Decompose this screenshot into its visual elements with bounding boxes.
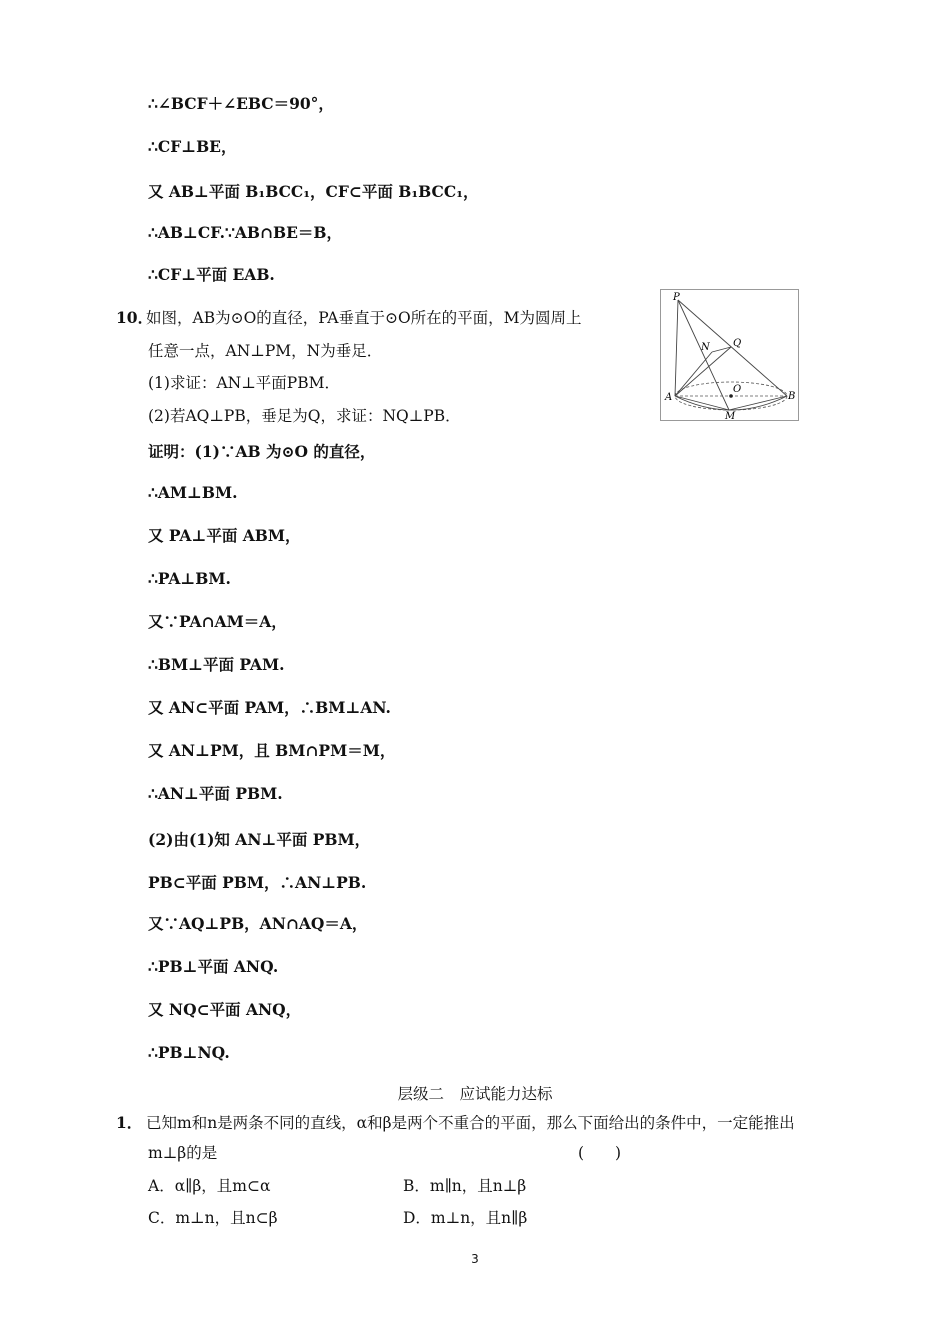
proof-line: ∴AN⊥平面 PBM.	[148, 784, 283, 803]
proof-line: 又 AN⊥PM，且 BM∩PM＝M，	[148, 741, 396, 760]
label-Q: Q	[733, 338, 742, 349]
proof-line: ∴AM⊥BM.	[148, 483, 238, 502]
proof-line: ∴PB⊥NQ.	[148, 1043, 230, 1062]
label-A: A	[665, 392, 673, 403]
line-AN	[675, 352, 712, 396]
proof-line: 又∵AQ⊥PB，AN∩AQ＝A，	[148, 914, 368, 933]
option-a: A．α∥β，且m⊂α	[148, 1177, 271, 1195]
proof-line: ∴PA⊥BM.	[148, 569, 231, 588]
question-number: 1．	[116, 1113, 143, 1132]
proof-line: ∴CF⊥平面 EAB.	[148, 265, 275, 284]
problem-part-2: (2)若AQ⊥PB，垂足为Q，求证：NQ⊥PB．	[148, 407, 461, 425]
proof-line: ∴AB⊥CF.∵AB∩BE＝B，	[148, 223, 343, 242]
proof-line: ∴BM⊥平面 PAM.	[148, 655, 285, 674]
proof-line: 又 PA⊥平面 ABM，	[148, 526, 301, 545]
problem-text: 任意一点，AN⊥PM，N为垂足．	[148, 342, 383, 360]
label-B: B	[788, 391, 796, 402]
proof-line: 又 AB⊥平面 B₁BCC₁，CF⊂平面 B₁BCC₁，	[148, 182, 479, 201]
option-b: B．m∥n，且n⊥β	[403, 1177, 527, 1195]
answer-bracket: ( )	[578, 1144, 622, 1162]
proof-line: (2)由(1)知 AN⊥平面 PBM，	[148, 830, 371, 849]
label-M: M	[725, 411, 736, 420]
proof-line: 又 NQ⊂平面 ANQ，	[148, 1000, 302, 1019]
option-c: C．m⊥n，且n⊂β	[148, 1209, 278, 1227]
proof-line: 又∵PA∩AM＝A，	[148, 612, 287, 631]
proof-line: PB⊂平面 PBM，∴AN⊥PB.	[148, 873, 367, 892]
cone-diagram	[661, 290, 798, 420]
label-P: P	[673, 292, 680, 303]
line-AM	[675, 396, 729, 410]
base-circle-front	[675, 396, 787, 410]
geometry-figure	[660, 289, 799, 421]
section-title: 层级二 应试能力达标	[397, 1085, 553, 1103]
proof-line: ∴CF⊥BE，	[148, 137, 237, 156]
option-d: D．m⊥n，且n∥β	[403, 1209, 528, 1227]
proof-line: ∴PB⊥平面 ANQ.	[148, 957, 279, 976]
proof-line: 证明：(1)∵AB 为⊙O 的直径，	[148, 442, 376, 461]
question-text: 已知m和n是两条不同的直线，α和β是两个不重合的平面，那么下面给出的条件中，一定能推出	[146, 1114, 795, 1132]
question-text: m⊥β的是	[148, 1144, 218, 1162]
page-number: 3	[471, 1252, 479, 1266]
line-PA	[675, 300, 678, 396]
proof-line: ∴∠BCF＋∠EBC＝90°，	[148, 94, 334, 113]
label-O: O	[733, 384, 742, 395]
problem-number: 10．	[116, 308, 154, 327]
label-N: N	[701, 342, 710, 353]
proof-line: 又 AN⊂平面 PAM，∴BM⊥AN.	[148, 698, 391, 717]
problem-part-1: (1)求证：AN⊥平面PBM．	[148, 374, 340, 392]
problem-text: 如图，AB为⊙O的直径，PA垂直于⊙O所在的平面，M为圆周上	[146, 309, 582, 327]
